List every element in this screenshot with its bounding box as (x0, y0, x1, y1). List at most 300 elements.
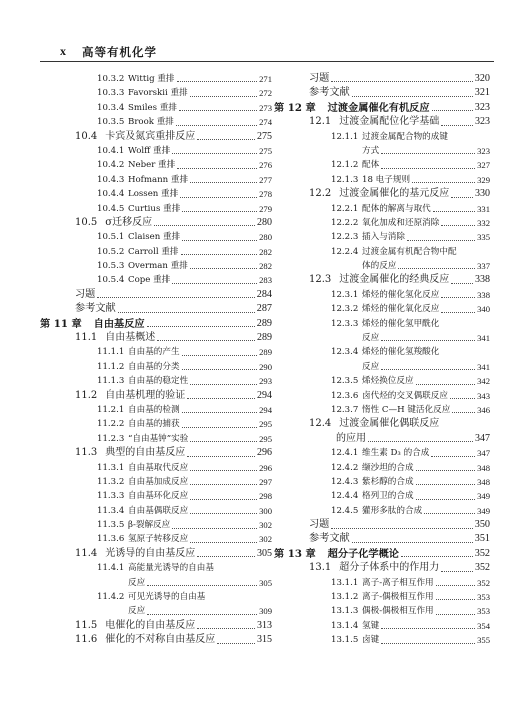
toc-entry-number: 12.1.3 (331, 174, 359, 185)
dot-leader (441, 296, 475, 298)
toc-entry-page: 275 (259, 145, 272, 156)
toc-entry-title: 超分子化学概论 (327, 547, 399, 560)
toc-entry (40, 72, 272, 86)
toc-entry-page: 347 (477, 448, 490, 459)
dot-leader (451, 196, 473, 198)
toc-entry-title: Carroll 重排 (128, 246, 179, 257)
toc-entry-title: Neber 重排 (128, 160, 176, 171)
toc-entry-number: 12.4.3 (331, 476, 359, 487)
toc-entry-number: 12.3.6 (331, 390, 359, 401)
dot-leader (182, 411, 258, 413)
toc-entry-number: 10.4.1 (97, 145, 125, 156)
toc-entry-title: 的应用 (336, 432, 366, 444)
dot-leader (182, 426, 258, 428)
dot-leader (450, 397, 475, 399)
toc-entry-number: 12.2.2 (331, 217, 359, 228)
toc-entry (274, 158, 490, 172)
toc-entry (274, 230, 490, 244)
toc-entry-page: 321 (474, 87, 490, 99)
toc-entry-number: 10.5.4 (97, 275, 125, 286)
toc-entry (40, 245, 272, 259)
toc-entry-page: 338 (477, 289, 490, 300)
toc-entry (274, 144, 490, 158)
toc-entry (274, 216, 490, 230)
toc-entry-title: 自由基机理的验证 (105, 389, 186, 401)
dot-leader (182, 210, 257, 212)
toc-entry-title: 光诱导的自由基反应 (105, 547, 196, 559)
toc-entry-page: 274 (259, 117, 272, 128)
toc-entry-title: 反应 (128, 606, 146, 617)
toc-entry-title: 离子-离子相互作用 (362, 577, 434, 588)
toc-entry-number: 12.3.4 (331, 347, 359, 358)
toc-entry-title: σ迁移反应 (105, 216, 153, 228)
dot-leader (424, 512, 475, 514)
toc-entry (40, 101, 272, 115)
toc-left-column (40, 72, 272, 648)
dot-leader (432, 109, 473, 111)
toc-entry-title: 反应 (128, 577, 146, 588)
toc-entry-title: 配体的解离与取代 (362, 203, 431, 214)
toc-entry-number: 10.5.1 (97, 232, 125, 243)
toc-entry (40, 173, 272, 187)
dot-leader (416, 469, 476, 471)
dot-leader (180, 196, 257, 198)
dot-leader (352, 95, 473, 97)
toc-entry (40, 259, 272, 273)
toc-entry (40, 144, 272, 158)
toc-entry-number: 12.4.4 (331, 491, 359, 502)
toc-entry-title: 催化的不对称自由基反应 (105, 634, 216, 646)
dot-leader (441, 311, 475, 313)
toc-entry (40, 86, 272, 100)
toc-entry (40, 475, 272, 489)
toc-entry-title: 烯烃的催化氢甲酰化 (362, 318, 440, 329)
dot-leader (147, 584, 257, 586)
toc-entry (40, 345, 272, 359)
toc-entry-page: 348 (477, 476, 490, 487)
toc-entry-page: 341 (477, 361, 490, 372)
toc-entry-number: 12.4.1 (331, 448, 359, 459)
toc-entry-title: 电催化的自由基反应 (105, 619, 196, 631)
toc-entry (40, 432, 272, 446)
toc-entry-number: 第 13 章 (274, 547, 316, 560)
dot-leader (176, 124, 257, 126)
toc-entry-page: 287 (256, 303, 272, 315)
dot-leader (416, 483, 476, 485)
toc-entry (40, 273, 272, 287)
toc-entry-page: 331 (477, 203, 490, 214)
toc-entry-page: 280 (259, 232, 272, 243)
toc-entry-title: 烯烃换位反应 (362, 376, 414, 387)
toc-entry-title: 氧化加成和还原消除 (362, 217, 440, 228)
toc-entry-title: 自由基的捕获 (128, 419, 180, 430)
dot-leader (157, 339, 255, 341)
dot-leader (190, 512, 257, 514)
toc-entry-page: 277 (259, 174, 272, 185)
toc-entry-page: 341 (477, 333, 490, 344)
page-number: x (60, 44, 66, 58)
toc-entry (40, 187, 272, 201)
toc-entry (274, 633, 490, 647)
toc-entry-number: 10.3.2 (97, 73, 125, 84)
toc-entry-title: 配体 (362, 160, 380, 171)
toc-entry (40, 633, 272, 647)
toc-entry-page: 296 (259, 462, 272, 473)
toc-entry-page: 353 (477, 592, 490, 603)
toc-entry-title: 超分子体系中的作用力 (339, 562, 440, 574)
toc-entry-title: 烯烃的催化氢化反应 (362, 289, 440, 300)
dot-leader (412, 181, 475, 183)
toc-entry-number: 11.3.4 (97, 505, 125, 516)
toc-entry-page: 289 (257, 332, 272, 344)
toc-entry-number: 12.2.3 (331, 232, 359, 243)
toc-entry-title: 反应 (362, 361, 380, 372)
dot-leader (381, 642, 475, 644)
toc-entry-title: 卤键 (362, 635, 380, 646)
dot-leader (331, 80, 472, 82)
toc-entry-page: 342 (477, 376, 490, 387)
dot-leader (182, 354, 258, 356)
running-header (40, 44, 490, 60)
toc-entry-number: 13.1.1 (331, 577, 359, 588)
toc-entry-number: 11.1 (75, 332, 98, 344)
toc-entry-number: 12.3.1 (331, 289, 359, 300)
toc-entry-number: 10.3.3 (97, 88, 125, 99)
toc-entry (40, 202, 272, 216)
dot-leader (381, 167, 475, 169)
dot-leader (401, 555, 473, 557)
toc-entry-title: 自由基环化反应 (128, 491, 189, 502)
toc-entry (274, 273, 490, 287)
toc-entry (40, 403, 272, 417)
dot-leader (182, 368, 258, 370)
dot-leader (147, 325, 255, 327)
dot-leader (352, 541, 473, 543)
toc-entry (40, 158, 272, 172)
toc-entry-title: 插入与消除 (362, 232, 405, 243)
toc-entry-number: 11.1.1 (97, 347, 125, 358)
toc-entry-number: 11.2.1 (97, 404, 125, 415)
toc-entry-page: 290 (259, 361, 272, 372)
toc-entry-page: 352 (475, 562, 490, 574)
dot-leader (190, 541, 257, 543)
toc-entry (274, 461, 490, 475)
toc-right-column (274, 72, 490, 648)
dot-leader (433, 210, 475, 212)
toc-entry (274, 101, 490, 115)
toc-entry-title: 卡宾及氮宾重排反应 (105, 130, 196, 142)
toc-entry-page: 300 (259, 505, 272, 516)
toc-entry (274, 604, 490, 618)
toc-entry-title: 卤代烃的交叉偶联反应 (362, 390, 448, 401)
toc-entry (274, 115, 490, 129)
toc-entry (274, 489, 490, 503)
toc-entry-page: 284 (256, 288, 272, 300)
toc-entry-title: 习题 (309, 72, 330, 84)
toc-entry (274, 331, 490, 345)
toc-entry-title: 过渡金属催化有机反应 (327, 101, 430, 114)
toc-entry-number: 12.4 (309, 418, 332, 430)
toc-entry-page: 293 (259, 376, 272, 387)
dot-leader (97, 296, 254, 298)
dot-leader (154, 224, 255, 226)
toc-entry-title: 参考文献 (309, 533, 350, 545)
dot-leader (177, 80, 258, 82)
toc-entry-page: 313 (257, 619, 272, 631)
toc-entry-number: 第 12 章 (274, 101, 316, 114)
toc-entry (274, 302, 490, 316)
toc-entry (274, 360, 490, 374)
toc-entry (274, 245, 490, 259)
toc-entry-title: 过渡金属有机配合物中配 (362, 246, 457, 257)
toc-entry (40, 216, 272, 230)
toc-entry-number: 11.4.1 (97, 563, 125, 574)
dot-leader (172, 282, 257, 284)
toc-entry-page: 271 (259, 73, 272, 84)
toc-entry-title: Hofmann 重排 (128, 174, 189, 185)
toc-entry-page: 335 (477, 232, 490, 243)
toc-entry-page: 347 (475, 432, 490, 444)
dot-leader (179, 109, 257, 111)
toc-entry-title: 獾形多肽的合成 (362, 505, 423, 516)
dot-leader (416, 383, 476, 385)
toc-entry (40, 533, 272, 547)
toc-entry (274, 547, 490, 561)
dot-leader (190, 95, 257, 97)
toc-entry-title: 自由基取代反应 (128, 462, 189, 473)
toc-entry (40, 389, 272, 403)
dot-leader (407, 239, 475, 241)
toc-entry-page: 276 (259, 160, 272, 171)
toc-entry-number: 10.4.4 (97, 189, 125, 200)
toc-entry-title: 过渡金属催化的经典反应 (339, 274, 450, 286)
toc-entry-title: 过渡金属配合物的成键 (362, 131, 448, 142)
toc-entry-page: 323 (477, 145, 490, 156)
toc-entry-number: 11.3.2 (97, 476, 125, 487)
toc-entry-number: 第 11 章 (40, 317, 82, 330)
toc-entry-title: Smiles 重排 (128, 102, 177, 113)
toc-entry-title: 自由基加成反应 (128, 476, 189, 487)
toc-entry-page: 282 (259, 261, 272, 272)
toc-entry-title: 离子-偶极相互作用 (362, 592, 434, 603)
toc-entry-page: 323 (474, 101, 490, 113)
toc-entry-page: 283 (259, 275, 272, 286)
toc-entry-number: 10.3.4 (97, 102, 125, 113)
toc-entry (274, 518, 490, 532)
toc-entry (40, 302, 272, 316)
toc-entry (274, 432, 490, 446)
toc-entry-number: 12.1.1 (331, 131, 359, 142)
toc-entry-number: 11.3 (75, 447, 98, 459)
toc-entry-page: 295 (259, 433, 272, 444)
toc-entry (40, 130, 272, 144)
toc-entry (274, 173, 490, 187)
toc-entry (274, 259, 490, 273)
toc-entry-number: 13.1 (309, 562, 332, 574)
toc-entry-page: 353 (477, 606, 490, 617)
toc-entry (40, 446, 272, 460)
toc-entry-page: 338 (475, 274, 490, 286)
toc-entry-title: 维生素 D₃ 的合成 (362, 448, 430, 459)
dot-leader (436, 598, 475, 600)
toc-entry-title: 参考文献 (75, 303, 116, 315)
toc-entry (40, 115, 272, 129)
dot-leader (331, 527, 472, 529)
toc-entry (274, 288, 490, 302)
toc-entry-page: 297 (259, 476, 272, 487)
dot-leader (436, 584, 475, 586)
toc-entry-number: 11.2.2 (97, 419, 125, 430)
dot-leader (147, 613, 257, 615)
toc-entry-page: 354 (477, 620, 490, 631)
toc-entry-title: 自由基偶联反应 (128, 505, 189, 516)
toc-entry (274, 576, 490, 590)
toc-entry (40, 360, 272, 374)
toc-entry-number: 10.3.5 (97, 117, 125, 128)
dot-leader (381, 152, 475, 154)
toc-entry-page: 352 (474, 547, 490, 559)
toc-entry-number: 10.4.5 (97, 203, 125, 214)
toc-entry-title: 高能量光诱导的自由基 (128, 563, 214, 574)
toc-entry-title: 方式 (362, 145, 380, 156)
toc-entry (274, 389, 490, 403)
toc-entry-title: β-裂解反应 (128, 520, 171, 531)
toc-entry-number: 10.5 (75, 216, 98, 228)
toc-entry (274, 417, 490, 431)
toc-entry (40, 461, 272, 475)
toc-entry-page: 351 (474, 533, 490, 545)
toc-entry-number: 10.5.3 (97, 261, 125, 272)
toc-entry-page: 302 (259, 534, 272, 545)
toc-entry-page: 349 (477, 505, 490, 516)
dot-leader (436, 613, 475, 615)
toc-entry (274, 374, 490, 388)
toc-entry-page: 352 (477, 577, 490, 588)
toc-entry-title: 烯烃的催化氧化反应 (362, 304, 440, 315)
toc-entry (40, 504, 272, 518)
toc-entry-number: 11.3.1 (97, 462, 125, 473)
toc-entry-title: 格列卫的合成 (362, 491, 414, 502)
toc-entry (274, 317, 490, 331)
dot-leader (197, 138, 255, 140)
toc-entry (40, 417, 272, 431)
toc-entry-title: 烯烃的催化氢羧酸化 (362, 347, 440, 358)
toc-entry (40, 619, 272, 633)
toc-entry (274, 533, 490, 547)
toc-entry-number: 10.4.3 (97, 174, 125, 185)
toc-entry-title: 自由基反应 (93, 317, 145, 330)
toc-entry-number: 12.3.2 (331, 304, 359, 315)
toc-entry-page: 305 (259, 577, 272, 588)
toc-entry-number: 11.3.6 (97, 534, 125, 545)
toc-entry-title: 自由基的稳定性 (128, 376, 189, 387)
toc-entry (40, 518, 272, 532)
toc-entry-number: 10.5.2 (97, 246, 125, 257)
toc-entry-title: 过渡金属催化偶联反应 (339, 418, 440, 430)
toc-entry-page: 330 (475, 188, 490, 200)
toc-entry-number: 10.4 (75, 130, 98, 142)
dot-leader (381, 627, 475, 629)
toc-entry-title: 自由基概述 (105, 332, 156, 344)
dot-leader (187, 397, 255, 399)
toc-entry-page: 282 (259, 246, 272, 257)
toc-entry-number: 12.2.4 (331, 246, 359, 257)
toc-entry-page: 294 (259, 404, 272, 415)
toc-entry-title: 过渡金属配位化学基础 (339, 116, 440, 128)
toc-entry-title: 习题 (75, 288, 96, 300)
dot-leader (441, 570, 473, 572)
toc-entry-title: “自由基钟”实验 (128, 433, 189, 444)
toc-entry-number: 12.2 (309, 188, 332, 200)
toc-entry-title: 紫杉醇的合成 (362, 476, 414, 487)
toc-entry-number: 11.2 (75, 389, 98, 401)
dot-leader (381, 368, 475, 370)
toc-entry-title: 过渡金属催化的基元反应 (339, 188, 450, 200)
dot-leader (398, 267, 475, 269)
toc-entry-title: Brook 重排 (128, 117, 174, 128)
toc-entry (274, 561, 490, 575)
toc-entry-page: 280 (257, 216, 272, 228)
toc-entry (274, 504, 490, 518)
toc-entry (40, 374, 272, 388)
dot-leader (118, 311, 255, 313)
dot-leader (190, 267, 257, 269)
dot-leader (441, 124, 473, 126)
dot-leader (451, 282, 473, 284)
header-rule (40, 61, 494, 62)
toc-entry-number: 12.1 (309, 116, 332, 128)
toc-entry-number: 10.4.2 (97, 160, 125, 171)
toc-entry-number: 12.2.1 (331, 203, 359, 214)
dot-leader (197, 555, 255, 557)
toc-entry-title: Claisen 重排 (128, 232, 181, 243)
toc-entry-number: 11.1.2 (97, 361, 125, 372)
toc-entry-title: 缬沙坦的合成 (362, 462, 414, 473)
toc-entry-title: 典型的自由基反应 (105, 447, 186, 459)
toc-entry-title: 可见光诱导的自由基 (128, 592, 206, 603)
dot-leader (368, 440, 473, 442)
dot-leader (187, 455, 255, 457)
toc-entry-title: 反应 (362, 333, 380, 344)
toc-entry-title: 体的反应 (362, 261, 397, 272)
toc-entry-page: 355 (477, 635, 490, 646)
dot-leader (381, 339, 475, 341)
toc-entry (274, 72, 490, 86)
toc-entry (274, 446, 490, 460)
toc-entry (274, 590, 490, 604)
toc-entry (40, 331, 272, 345)
toc-entry-number: 13.1.4 (331, 620, 359, 631)
toc-entry (40, 547, 272, 561)
dot-leader (190, 483, 257, 485)
dot-leader (172, 152, 257, 154)
toc-entry (40, 288, 272, 302)
toc-entry (40, 317, 272, 331)
dot-leader (416, 498, 476, 500)
toc-entry-page: 320 (474, 72, 490, 84)
toc-entry-page: 273 (259, 102, 272, 113)
toc-entry-page: 294 (257, 389, 272, 401)
toc-entry-title: 习题 (309, 519, 330, 531)
toc-entry-page: 289 (259, 347, 272, 358)
toc-entry-number: 12.1.2 (331, 160, 359, 171)
toc-entry-number: 12.4.5 (331, 505, 359, 516)
toc-entry-number: 11.6 (75, 634, 98, 646)
toc-entry-number: 11.3.5 (97, 520, 125, 531)
dot-leader (172, 527, 257, 529)
toc-entry-page: 298 (259, 491, 272, 502)
toc-entry-page: 346 (477, 404, 490, 415)
